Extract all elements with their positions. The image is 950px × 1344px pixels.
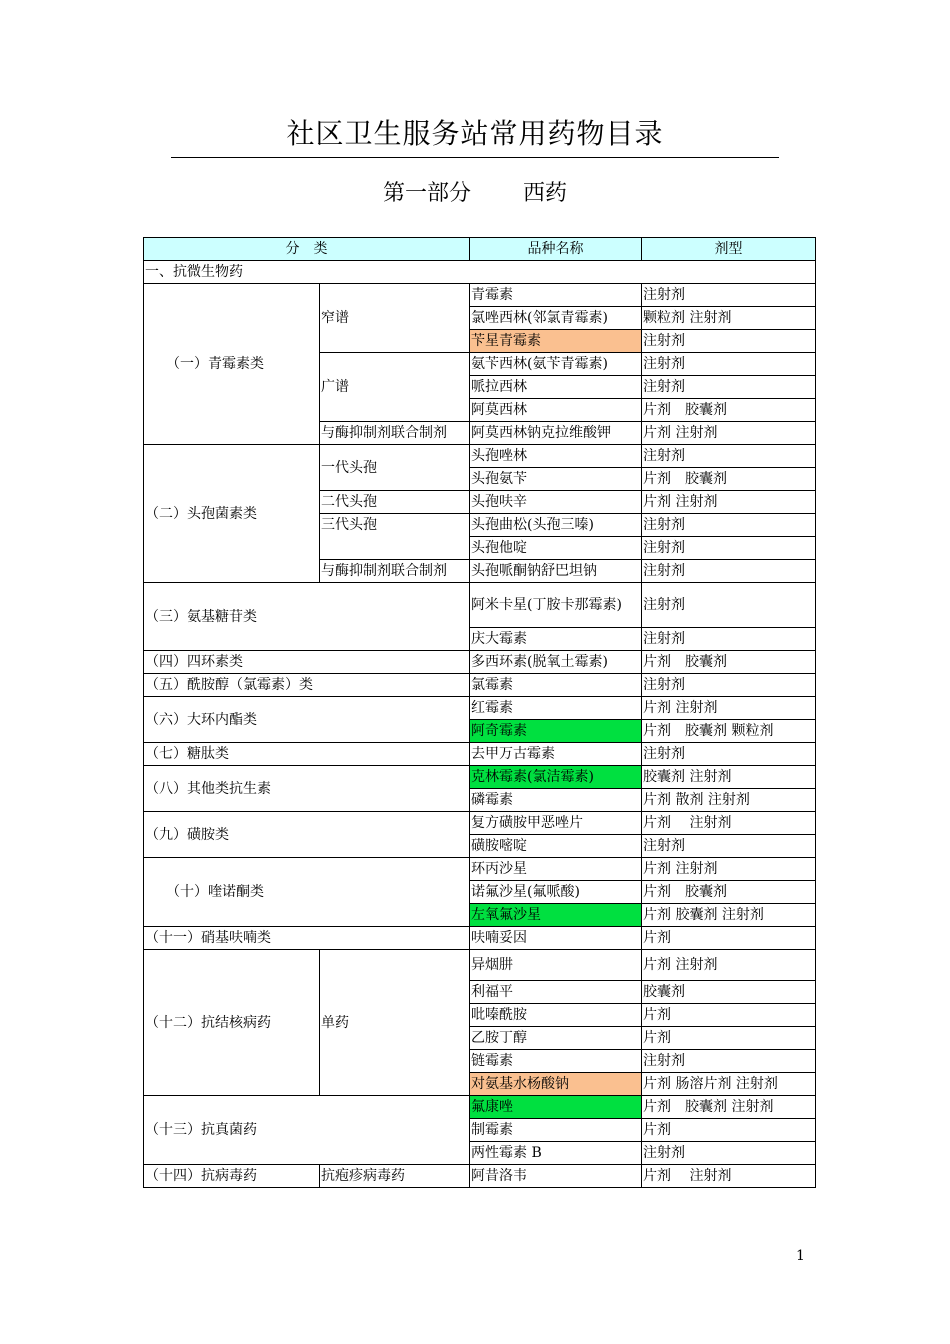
category-cell: （七）糖肽类: [144, 743, 470, 766]
dosage-form: 片剂 胶囊剂 注射剂: [642, 904, 816, 927]
dosage-form: 片剂 胶囊剂: [642, 881, 816, 904]
category-cell: （八）其他类抗生素: [144, 766, 470, 812]
drug-name: 氯霉素: [470, 674, 642, 697]
page-number: 1: [796, 1248, 805, 1264]
table-row: [144, 284, 816, 307]
dosage-form: 注射剂: [642, 330, 816, 353]
category-cell: （十三）抗真菌药: [144, 1096, 470, 1165]
category-cell: （十一）硝基呋喃类: [144, 927, 470, 950]
drug-name: 氟康唑: [470, 1096, 642, 1119]
dosage-form: 片剂 注射剂: [642, 858, 816, 881]
subcategory-cell: 单药: [320, 950, 470, 1096]
drug-name: 对氨基水杨酸钠: [470, 1073, 642, 1096]
dosage-form: 注射剂: [642, 674, 816, 697]
dosage-form: 片剂 注射剂: [642, 950, 816, 981]
subtitle-part: 第一部分: [382, 181, 471, 206]
subcategory-cell: 一代头孢: [320, 445, 470, 491]
table-header-row: [144, 238, 816, 261]
section-title: 一、抗微生物药: [144, 261, 816, 284]
drug-name: 异烟肼: [470, 950, 642, 981]
table-row: [144, 858, 816, 881]
subcategory-cell: 抗疱疹病毒药: [320, 1165, 470, 1188]
category-cell: （三）氨基糖苷类: [144, 583, 470, 651]
dosage-form: 注射剂: [642, 445, 816, 468]
dosage-form: 片剂 胶囊剂 颗粒剂: [642, 720, 816, 743]
header-drug-name: 品种名称: [470, 238, 642, 261]
table-row: [144, 583, 816, 628]
drug-name: 哌拉西林: [470, 376, 642, 399]
drug-name: 阿米卡星(丁胺卡那霉素): [470, 583, 642, 628]
drug-name: 复方磺胺甲恶唑片: [470, 812, 642, 835]
header-dosage-form: 剂型: [642, 238, 816, 261]
dosage-form: 片剂 胶囊剂: [642, 651, 816, 674]
table-row: [144, 674, 816, 697]
subcategory-cell: 二代头孢: [320, 491, 470, 514]
category-cell: （十）喹诺酮类: [144, 858, 470, 927]
dosage-form: 片剂 胶囊剂 注射剂: [642, 1096, 816, 1119]
dosage-form: 片剂 注射剂: [642, 491, 816, 514]
dosage-form: 片剂: [642, 1119, 816, 1142]
drug-name: 头孢曲松(头孢三嗪): [470, 514, 642, 537]
drug-name: 头孢唑林: [470, 445, 642, 468]
subcategory-cell: 窄谱: [320, 284, 470, 353]
drug-name: 环丙沙星: [470, 858, 642, 881]
drug-name: 红霉素: [470, 697, 642, 720]
header-category: 分 类: [144, 238, 470, 261]
subtitle-name: 西药: [523, 181, 568, 206]
subcategory-cell: 与酶抑制剂联合制剂: [320, 422, 470, 445]
drug-name: 青霉素: [470, 284, 642, 307]
title-underline: [171, 157, 779, 158]
drug-name: 头孢哌酮钠舒巴坦钠: [470, 560, 642, 583]
drug-name: 头孢他啶: [470, 537, 642, 560]
table-row: [144, 445, 816, 468]
category-cell: （九）磺胺类: [144, 812, 470, 858]
drug-name: 去甲万古霉素: [470, 743, 642, 766]
page-title: 社区卫生服务站常用药物目录: [286, 117, 664, 150]
drug-name: 阿莫西林钠克拉维酸钾: [470, 422, 642, 445]
subcategory-cell: 三代头孢: [320, 514, 470, 560]
dosage-form: 片剂 肠溶片剂 注射剂: [642, 1073, 816, 1096]
dosage-form: 颗粒剂 注射剂: [642, 307, 816, 330]
dosage-form: 片剂: [642, 1004, 816, 1027]
table-row: [144, 743, 816, 766]
table-row: [144, 927, 816, 950]
drug-name: 苄星青霉素: [470, 330, 642, 353]
subcategory-cell: 广谱: [320, 353, 470, 422]
dosage-form: 片剂 注射剂: [642, 697, 816, 720]
dosage-form: 注射剂: [642, 537, 816, 560]
drug-name: 乙胺丁醇: [470, 1027, 642, 1050]
dosage-form: 注射剂: [642, 835, 816, 858]
drug-name: 呋喃妥因: [470, 927, 642, 950]
category-cell: （一）青霉素类: [144, 284, 320, 445]
drug-name: 阿奇霉素: [470, 720, 642, 743]
drug-name: 磺胺嘧啶: [470, 835, 642, 858]
drug-name: 克林霉素(氯洁霉素): [470, 766, 642, 789]
drug-name: 左氧氟沙星: [470, 904, 642, 927]
dosage-form: 注射剂: [642, 583, 816, 628]
drug-catalog-table: [143, 237, 816, 1188]
dosage-form: 注射剂: [642, 743, 816, 766]
drug-name: 氨苄西林(氨苄青霉素): [470, 353, 642, 376]
dosage-form: 片剂: [642, 1027, 816, 1050]
category-cell: （二）头孢菌素类: [144, 445, 320, 583]
dosage-form: 片剂 胶囊剂: [642, 399, 816, 422]
dosage-form: 注射剂: [642, 376, 816, 399]
category-cell: （十四）抗病毒药: [144, 1165, 320, 1188]
table-row: [144, 766, 816, 789]
dosage-form: 片剂 胶囊剂: [642, 468, 816, 491]
drug-name: 庆大霉素: [470, 628, 642, 651]
drug-name: 诺氟沙星(氟哌酸): [470, 881, 642, 904]
dosage-form: 胶囊剂: [642, 981, 816, 1004]
dosage-form: 注射剂: [642, 514, 816, 537]
table-row: [144, 812, 816, 835]
category-cell: （六）大环内酯类: [144, 697, 470, 743]
subcategory-cell: 与酶抑制剂联合制剂: [320, 560, 470, 583]
drug-name: 制霉素: [470, 1119, 642, 1142]
drug-name: 多西环素(脱氧土霉素): [470, 651, 642, 674]
section-subtitle: [0, 176, 950, 207]
dosage-form: 注射剂: [642, 1142, 816, 1165]
section-row: [144, 261, 816, 284]
dosage-form: 胶囊剂 注射剂: [642, 766, 816, 789]
drug-name: 链霉素: [470, 1050, 642, 1073]
dosage-form: 片剂: [642, 927, 816, 950]
drug-name: 吡嗪酰胺: [470, 1004, 642, 1027]
dosage-form: 片剂 散剂 注射剂: [642, 789, 816, 812]
drug-name: 磷霉素: [470, 789, 642, 812]
dosage-form: 片剂 注射剂: [642, 812, 816, 835]
dosage-form: 片剂 注射剂: [642, 422, 816, 445]
table-row: [144, 697, 816, 720]
category-cell: （四）四环素类: [144, 651, 470, 674]
drug-name: 氯唑西林(邻氯青霉素): [470, 307, 642, 330]
dosage-form: 注射剂: [642, 1050, 816, 1073]
table-row: [144, 950, 816, 981]
table-row: [144, 1165, 816, 1188]
table-row: [144, 1096, 816, 1119]
table-row: [144, 651, 816, 674]
category-cell: （五）酰胺醇（氯霉素）类: [144, 674, 470, 697]
drug-name: 头孢氨苄: [470, 468, 642, 491]
dosage-form: 注射剂: [642, 284, 816, 307]
dosage-form: 片剂 注射剂: [642, 1165, 816, 1188]
category-cell: （十二）抗结核病药: [144, 950, 320, 1096]
dosage-form: 注射剂: [642, 628, 816, 651]
drug-name: 利福平: [470, 981, 642, 1004]
dosage-form: 注射剂: [642, 353, 816, 376]
drug-name: 两性霉素 B: [470, 1142, 642, 1165]
dosage-form: 注射剂: [642, 560, 816, 583]
drug-name: 头孢呋辛: [470, 491, 642, 514]
drug-name: 阿莫西林: [470, 399, 642, 422]
drug-name: 阿昔洛韦: [470, 1165, 642, 1188]
